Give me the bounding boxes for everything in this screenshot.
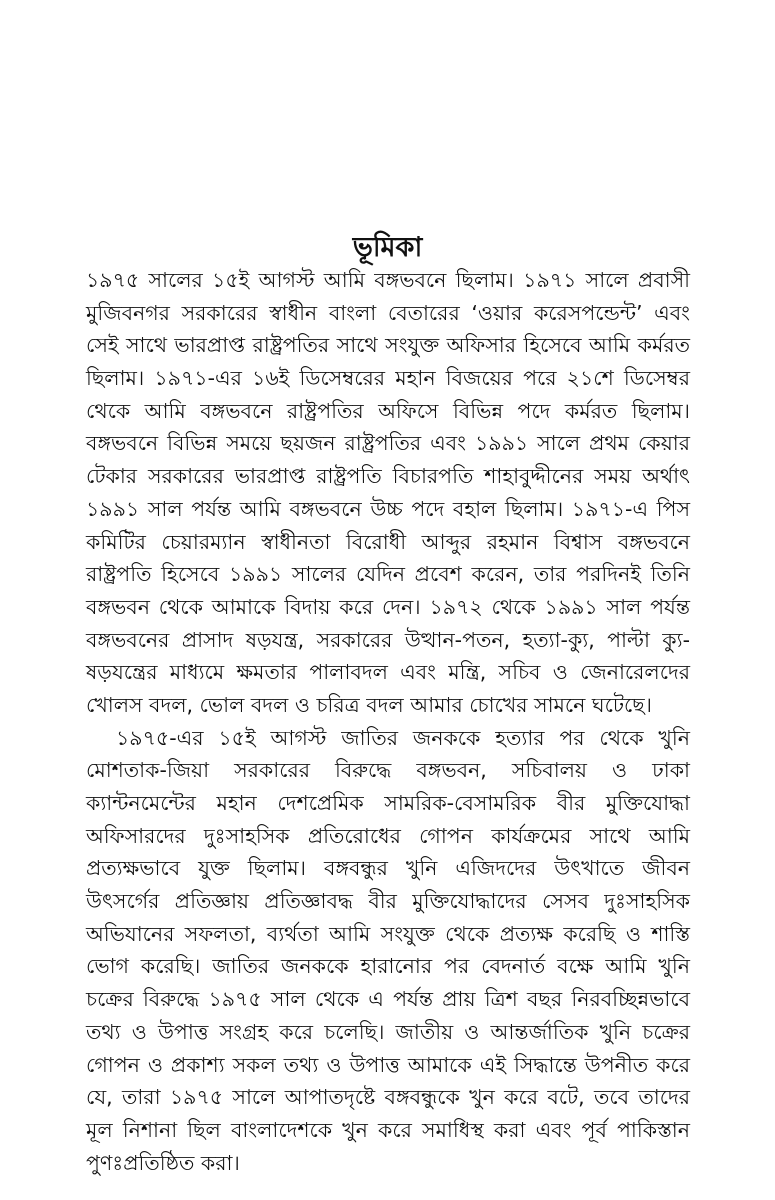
preface-body: [86, 264, 690, 1179]
text-line: গোপন ও প্রকাশ্য সকল তথ্য ও উপাত্ত আমাকে এই সিদ্ধান্তে উপনীত করে: [86, 1052, 690, 1077]
page-title: ভূমিকা: [352, 232, 423, 263]
text-line: উৎসর্গের প্রতিজ্ঞায় প্রতিজ্ঞাবদ্ধ বীর মুক্তিযোদ্ধাদের সেসব দুঃসাহসিক: [86, 889, 690, 914]
text-line: অভিযানের সফলতা, ব্যর্থতা আমি সংযুক্ত থেকে প্রত্যক্ষ করেছি ও শাস্তি: [86, 921, 690, 946]
text-line: বঙ্গভবনে বিভিন্ন সময়ে ছয়জন রাষ্ট্রপতির এবং ১৯৯১ সালে প্রথম কেয়ার: [86, 431, 690, 456]
text-line: ১৯৯১ সাল পর্যন্ত আমি বঙ্গভবনে উচ্চ পদে বহাল ছিলাম। ১৯৭১-এ পিস: [86, 496, 690, 521]
text-line: প্রত্যক্ষভাবে যুক্ত ছিলাম। বঙ্গবন্ধুর খুনি এজিদদের উৎখাতে জীবন: [86, 856, 690, 881]
text-line: বঙ্গভবন থেকে আমাকে বিদায় করে দেন। ১৯৭২ থেকে ১৯৯১ সাল পর্যন্ত: [86, 594, 690, 619]
text-line: ভোগ করেছি। জাতির জনককে হারানোর পর বেদনার্ত বক্ষে আমি খুনি: [86, 954, 690, 979]
text-line: থেকে আমি বঙ্গভবনে রাষ্ট্রপতির অফিসে বিভিন্ন পদে কর্মরত ছিলাম।: [86, 398, 690, 423]
text-line: ক্যান্টনমেন্টের মহান দেশপ্রেমিক সামরিক-বেসামরিক বীর মুক্তিযোদ্ধা: [86, 791, 690, 815]
text-line: খোলস বদল, ভোল বদল ও চরিত্র বদল আমার চোখের সামনে ঘটেছে।: [86, 692, 652, 717]
text-line: মূল নিশানা ছিল বাংলাদেশকে খুন করে সমাধিস্থ করা এবং পূর্ব পাকিস্তান: [86, 1117, 690, 1142]
text-line: চক্রের বিরুদ্ধে ১৯৭৫ সাল থেকে এ পর্যন্ত প্রায় ত্রিশ বছর নিরবচ্ছিন্নভাবে: [86, 987, 690, 1012]
text-line: মুজিবনগর সরকারের স্বাধীন বাংলা বেতারের ‘ওয়ার করেসপন্ডেন্ট’ এবং: [86, 300, 690, 325]
text-line: তথ্য ও উপাত্ত সংগ্রহ করে চলেছি। জাতীয় ও আন্তর্জাতিক খুনি চক্রের: [86, 1019, 690, 1044]
text-line: টেকার সরকারের ভারপ্রাপ্ত রাষ্ট্রপতি বিচারপতি শাহাবুদ্দীনের সময় অর্থাৎ: [86, 464, 690, 489]
text-line: অফিসারদের দুঃসাহসিক প্রতিরোধের গোপন কার্যক্রমের সাথে আমি: [86, 823, 690, 848]
text-line: ষড়যন্ত্রের মাধ্যমে ক্ষমতার পালাবদল এবং মন্ত্রি, সচিব ও জেনারেলদের: [86, 660, 690, 685]
text-line: পুণঃপ্রতিষ্ঠিত করা।: [86, 1150, 240, 1175]
text-line: কমিটির চেয়ারম্যান স্বাধীনতা বিরোধী আব্দুর রহমান বিশ্বাস বঙ্গভবনে: [86, 529, 690, 554]
text-line: মোশতাক-জিয়া সরকারের বিরুদ্ধে বঙ্গভবন, সচিবালয় ও ঢাকা: [86, 758, 690, 783]
text-line: ১৯৭৫ সালের ১৫ই আগস্ট আমি বঙ্গভবনে ছিলাম। ১৯৭১ সালে প্রবাসী: [86, 268, 690, 292]
text-line: ছিলাম। ১৯৭১-এর ১৬ই ডিসেম্বরের মহান বিজয়ের পরে ২১শে ডিসেম্বর: [86, 366, 690, 391]
text-line: সেই সাথে ভারপ্রাপ্ত রাষ্ট্রপতির সাথে সংযুক্ত অফিসার হিসেবে আমি কর্মরত: [86, 333, 690, 358]
text-line: বঙ্গভবনের প্রাসাদ ষড়যন্ত্র, সরকারের উত্থান-পতন, হত্যা-ক্যু, পাল্টা ক্যু-: [86, 627, 690, 652]
text-line: রাষ্ট্রপতি হিসেবে ১৯৯১ সালের যেদিন প্রবেশ করেন, তার পরদিনই তিনি: [86, 562, 690, 587]
text-line: যে, তারা ১৯৭৫ সালে আপাতদৃষ্টে বঙ্গবন্ধুকে খুন করে বটে, তবে তাদের: [86, 1085, 690, 1110]
text-line: ১৯৭৫-এর ১৫ই আগস্ট জাতির জনককে হত্যার পর থেকে খুনি: [116, 725, 690, 750]
